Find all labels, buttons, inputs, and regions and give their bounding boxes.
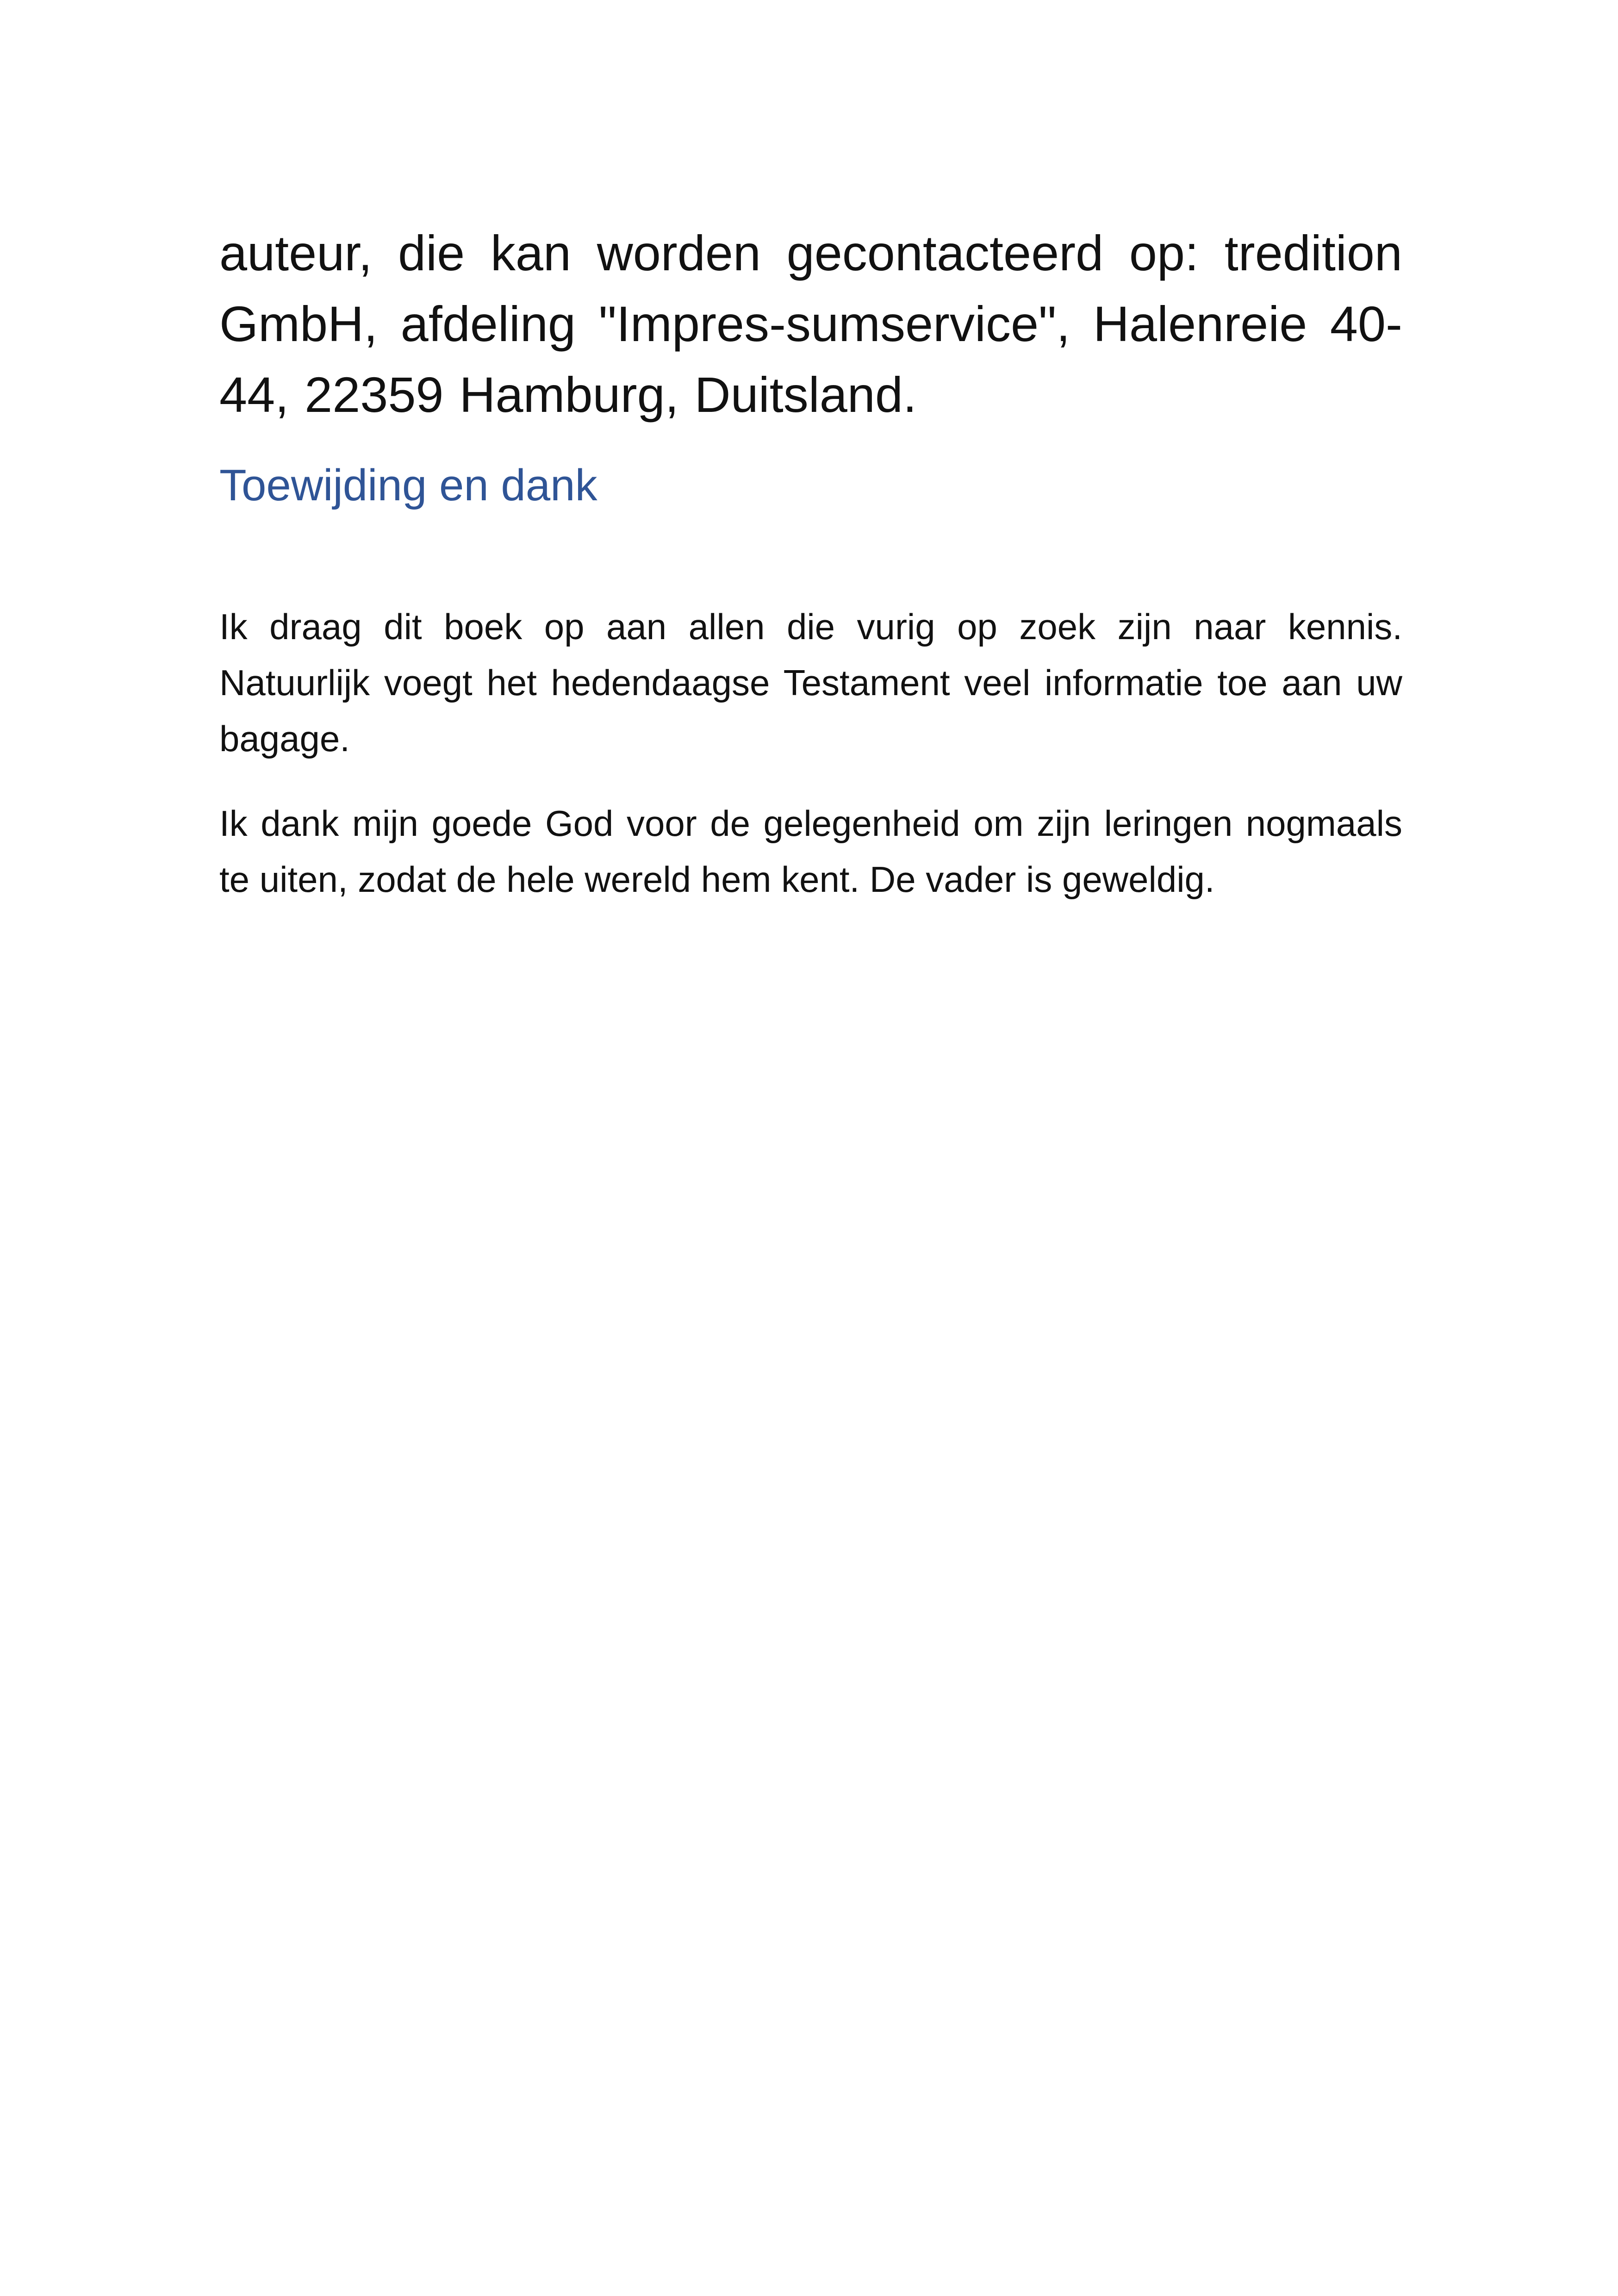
- section-heading: Toewijding en dank: [219, 460, 597, 510]
- intro-paragraph: auteur, die kan worden gecontacteerd op: tredition GmbH, afdeling "Impres-sumservice", Halenreie 40-44, 22359 Hamburg, Duitsland.: [219, 225, 1402, 423]
- page-content: [219, 218, 1402, 908]
- dedication-paragraph: Ik draag dit boek op aan allen die vurig op zoek zijn naar kennis. Natuurlijk voegt het hedendaagse Testament veel informatie toe aan uw bagage.: [219, 606, 1402, 759]
- thanks-paragraph: Ik dank mijn goede God voor de gelegenheid om zijn leringen nogmaals te uiten, zodat de hele wereld hem kent. De vader is geweldig.: [219, 803, 1402, 900]
